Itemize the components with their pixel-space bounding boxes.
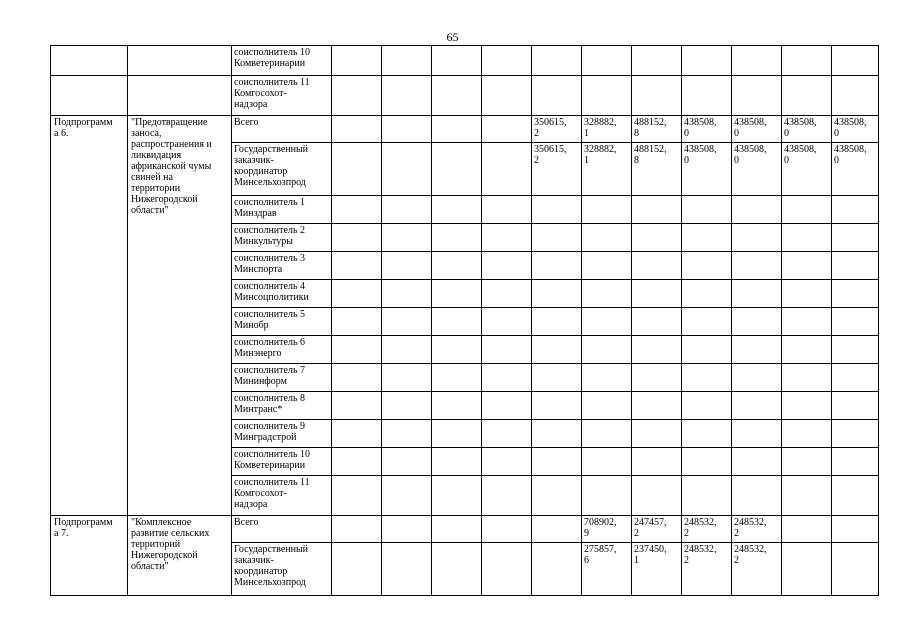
amount-cell: 275857, 6 [582, 543, 632, 596]
amount-cell [582, 364, 632, 392]
amount-cell [482, 364, 532, 392]
amount-cell [732, 224, 782, 252]
amount-cell [832, 224, 879, 252]
amount-cell [782, 46, 832, 76]
amount-cell [782, 476, 832, 516]
table-body [51, 46, 879, 596]
amount-cell [432, 46, 482, 76]
amount-cell [532, 420, 582, 448]
amount-cell [332, 116, 382, 143]
executor-cell: соисполнитель 10 Комветеринарии [232, 46, 332, 76]
executor-cell: соисполнитель 8 Минтранс* [232, 392, 332, 420]
amount-cell [382, 336, 432, 364]
amount-cell [432, 280, 482, 308]
amount-cell [482, 196, 532, 224]
executor-cell: соисполнитель 11 Комгосохот- надзора [232, 476, 332, 516]
subprogram-title-cell: "Комплексное развитие сельских территорий Нижегородской области" [128, 516, 232, 596]
amount-cell [682, 252, 732, 280]
amount-cell [632, 252, 682, 280]
amount-cell [532, 308, 582, 336]
amount-cell [432, 448, 482, 476]
amount-cell: 488152, 8 [632, 116, 682, 143]
amount-cell [432, 516, 482, 543]
amount-cell [582, 224, 632, 252]
amount-cell [582, 46, 632, 76]
amount-cell [832, 543, 879, 596]
amount-cell [832, 252, 879, 280]
amount-cell [632, 392, 682, 420]
amount-cell [332, 420, 382, 448]
executor-cell: соисполнитель 7 Мининформ [232, 364, 332, 392]
amount-cell [582, 196, 632, 224]
table-row [51, 76, 879, 116]
amount-cell [732, 252, 782, 280]
amount-cell [432, 196, 482, 224]
amount-cell [832, 280, 879, 308]
amount-cell [532, 280, 582, 308]
amount-cell [682, 76, 732, 116]
amount-cell [432, 116, 482, 143]
amount-cell [482, 476, 532, 516]
amount-cell [632, 280, 682, 308]
amount-cell: 438508, 0 [832, 143, 879, 196]
amount-cell [782, 280, 832, 308]
amount-cell [782, 196, 832, 224]
amount-cell: 247457, 2 [632, 516, 682, 543]
amount-cell: 438508, 0 [782, 116, 832, 143]
amount-cell [782, 392, 832, 420]
amount-cell [732, 392, 782, 420]
amount-cell [482, 46, 532, 76]
amount-cell [332, 252, 382, 280]
subprogram-title-cell [128, 46, 232, 76]
amount-cell [332, 392, 382, 420]
amount-cell [532, 392, 582, 420]
amount-cell [632, 420, 682, 448]
amount-cell [782, 336, 832, 364]
amount-cell [832, 420, 879, 448]
amount-cell [832, 516, 879, 543]
amount-cell [382, 516, 432, 543]
amount-cell [782, 364, 832, 392]
amount-cell [732, 476, 782, 516]
amount-cell [382, 76, 432, 116]
amount-cell [332, 476, 382, 516]
amount-cell [832, 392, 879, 420]
amount-cell: 248532, 2 [682, 543, 732, 596]
amount-cell [532, 196, 582, 224]
executor-cell: соисполнитель 9 Минградстрой [232, 420, 332, 448]
amount-cell [482, 543, 532, 596]
amount-cell [832, 46, 879, 76]
amount-cell [532, 543, 582, 596]
amount-cell [332, 143, 382, 196]
amount-cell [332, 336, 382, 364]
amount-cell [382, 420, 432, 448]
amount-cell [682, 280, 732, 308]
amount-cell [432, 543, 482, 596]
amount-cell [332, 196, 382, 224]
amount-cell [432, 308, 482, 336]
amount-cell [582, 476, 632, 516]
amount-cell [482, 336, 532, 364]
amount-cell [632, 448, 682, 476]
amount-cell: 350615, 2 [532, 143, 582, 196]
amount-cell [482, 392, 532, 420]
amount-cell [332, 364, 382, 392]
amount-cell [632, 476, 682, 516]
amount-cell [782, 308, 832, 336]
amount-cell [482, 280, 532, 308]
amount-cell [732, 196, 782, 224]
amount-cell [682, 392, 732, 420]
subprogram-cell [51, 76, 128, 116]
executor-cell: соисполнитель 3 Минспорта [232, 252, 332, 280]
subprogram-title-cell [128, 76, 232, 116]
amount-cell [432, 252, 482, 280]
budget-table [50, 45, 879, 596]
amount-cell [682, 336, 732, 364]
amount-cell: 438508, 0 [732, 116, 782, 143]
amount-cell [482, 76, 532, 116]
amount-cell [582, 420, 632, 448]
amount-cell [382, 46, 432, 76]
amount-cell [832, 196, 879, 224]
executor-cell: Государственный заказчик- координатор Минсельхозпрод [232, 543, 332, 596]
amount-cell: 328882, 1 [582, 143, 632, 196]
amount-cell [632, 76, 682, 116]
amount-cell [832, 308, 879, 336]
amount-cell [682, 196, 732, 224]
amount-cell [682, 364, 732, 392]
amount-cell [732, 336, 782, 364]
amount-cell [632, 336, 682, 364]
amount-cell [732, 448, 782, 476]
amount-cell [332, 76, 382, 116]
amount-cell [482, 308, 532, 336]
amount-cell: 708902, 9 [582, 516, 632, 543]
amount-cell [332, 280, 382, 308]
amount-cell [632, 196, 682, 224]
amount-cell [632, 364, 682, 392]
amount-cell: 438508, 0 [682, 116, 732, 143]
subprogram-cell: Подпрограмм а 6. [51, 116, 128, 516]
subprogram-cell: Подпрограмм а 7. [51, 516, 128, 596]
amount-cell [682, 448, 732, 476]
amount-cell [782, 543, 832, 596]
amount-cell: 248532, 2 [732, 516, 782, 543]
amount-cell [532, 336, 582, 364]
amount-cell [482, 516, 532, 543]
amount-cell [532, 516, 582, 543]
amount-cell [382, 543, 432, 596]
amount-cell [482, 448, 532, 476]
amount-cell: 438508, 0 [782, 143, 832, 196]
executor-cell: соисполнитель 10 Комветеринарии [232, 448, 332, 476]
amount-cell [782, 252, 832, 280]
amount-cell: 438508, 0 [682, 143, 732, 196]
amount-cell [832, 336, 879, 364]
amount-cell [432, 143, 482, 196]
amount-cell [382, 143, 432, 196]
amount-cell [532, 448, 582, 476]
amount-cell [332, 46, 382, 76]
amount-cell [482, 224, 532, 252]
amount-cell [582, 76, 632, 116]
table-row [51, 116, 879, 143]
amount-cell [382, 392, 432, 420]
amount-cell [482, 116, 532, 143]
executor-cell: соисполнитель 6 Минэнерго [232, 336, 332, 364]
amount-cell [732, 76, 782, 116]
amount-cell [532, 364, 582, 392]
amount-cell: 248532, 2 [682, 516, 732, 543]
amount-cell [432, 420, 482, 448]
amount-cell: 350615, 2 [532, 116, 582, 143]
table-row [51, 46, 879, 76]
amount-cell [732, 280, 782, 308]
amount-cell [382, 252, 432, 280]
amount-cell [732, 308, 782, 336]
executor-cell: соисполнитель 5 Минобр [232, 308, 332, 336]
executor-cell: соисполнитель 2 Минкультуры [232, 224, 332, 252]
amount-cell [682, 420, 732, 448]
executor-cell: Всего [232, 516, 332, 543]
amount-cell [732, 364, 782, 392]
amount-cell [582, 336, 632, 364]
amount-cell [532, 46, 582, 76]
executor-cell: Государственный заказчик- координатор Минсельхозпрод [232, 143, 332, 196]
amount-cell [832, 448, 879, 476]
amount-cell: 438508, 0 [732, 143, 782, 196]
amount-cell [332, 308, 382, 336]
amount-cell [582, 308, 632, 336]
amount-cell [382, 224, 432, 252]
amount-cell [782, 420, 832, 448]
executor-cell: Всего [232, 116, 332, 143]
amount-cell: 438508, 0 [832, 116, 879, 143]
amount-cell [632, 46, 682, 76]
amount-cell [782, 516, 832, 543]
amount-cell [832, 476, 879, 516]
executor-cell: соисполнитель 4 Минсоцполитики [232, 280, 332, 308]
executor-cell: соисполнитель 11 Комгосохот- надзора [232, 76, 332, 116]
subprogram-title-cell: "Предотвращение заноса, распространения и ликвидация африканской чумы свиней на территории Нижегородской области" [128, 116, 232, 516]
amount-cell [432, 364, 482, 392]
amount-cell [432, 336, 482, 364]
amount-cell [482, 420, 532, 448]
amount-cell [532, 252, 582, 280]
amount-cell [582, 392, 632, 420]
amount-cell [582, 448, 632, 476]
amount-cell [782, 224, 832, 252]
amount-cell [632, 308, 682, 336]
amount-cell [332, 224, 382, 252]
amount-cell [482, 252, 532, 280]
amount-cell [382, 364, 432, 392]
amount-cell [832, 364, 879, 392]
amount-cell [432, 476, 482, 516]
amount-cell [532, 224, 582, 252]
amount-cell [632, 224, 682, 252]
amount-cell [432, 76, 482, 116]
amount-cell [382, 116, 432, 143]
amount-cell: 488152, 8 [632, 143, 682, 196]
amount-cell: 237450, 1 [632, 543, 682, 596]
amount-cell [832, 76, 879, 116]
page-number: 65 [446, 30, 459, 44]
amount-cell [382, 448, 432, 476]
amount-cell [782, 76, 832, 116]
amount-cell [482, 143, 532, 196]
amount-cell [582, 280, 632, 308]
amount-cell [732, 46, 782, 76]
amount-cell [382, 196, 432, 224]
amount-cell [682, 476, 732, 516]
amount-cell [682, 46, 732, 76]
amount-cell [732, 420, 782, 448]
amount-cell [582, 252, 632, 280]
amount-cell [532, 476, 582, 516]
amount-cell [332, 543, 382, 596]
amount-cell: 248532, 2 [732, 543, 782, 596]
subprogram-cell [51, 46, 128, 76]
amount-cell [432, 392, 482, 420]
amount-cell [682, 308, 732, 336]
amount-cell [532, 76, 582, 116]
amount-cell [432, 224, 482, 252]
amount-cell [682, 224, 732, 252]
table-row [51, 516, 879, 543]
amount-cell [332, 448, 382, 476]
amount-cell [332, 516, 382, 543]
amount-cell [782, 448, 832, 476]
amount-cell: 328882, 1 [582, 116, 632, 143]
amount-cell [382, 280, 432, 308]
amount-cell [382, 308, 432, 336]
executor-cell: соисполнитель 1 Минздрав [232, 196, 332, 224]
amount-cell [382, 476, 432, 516]
